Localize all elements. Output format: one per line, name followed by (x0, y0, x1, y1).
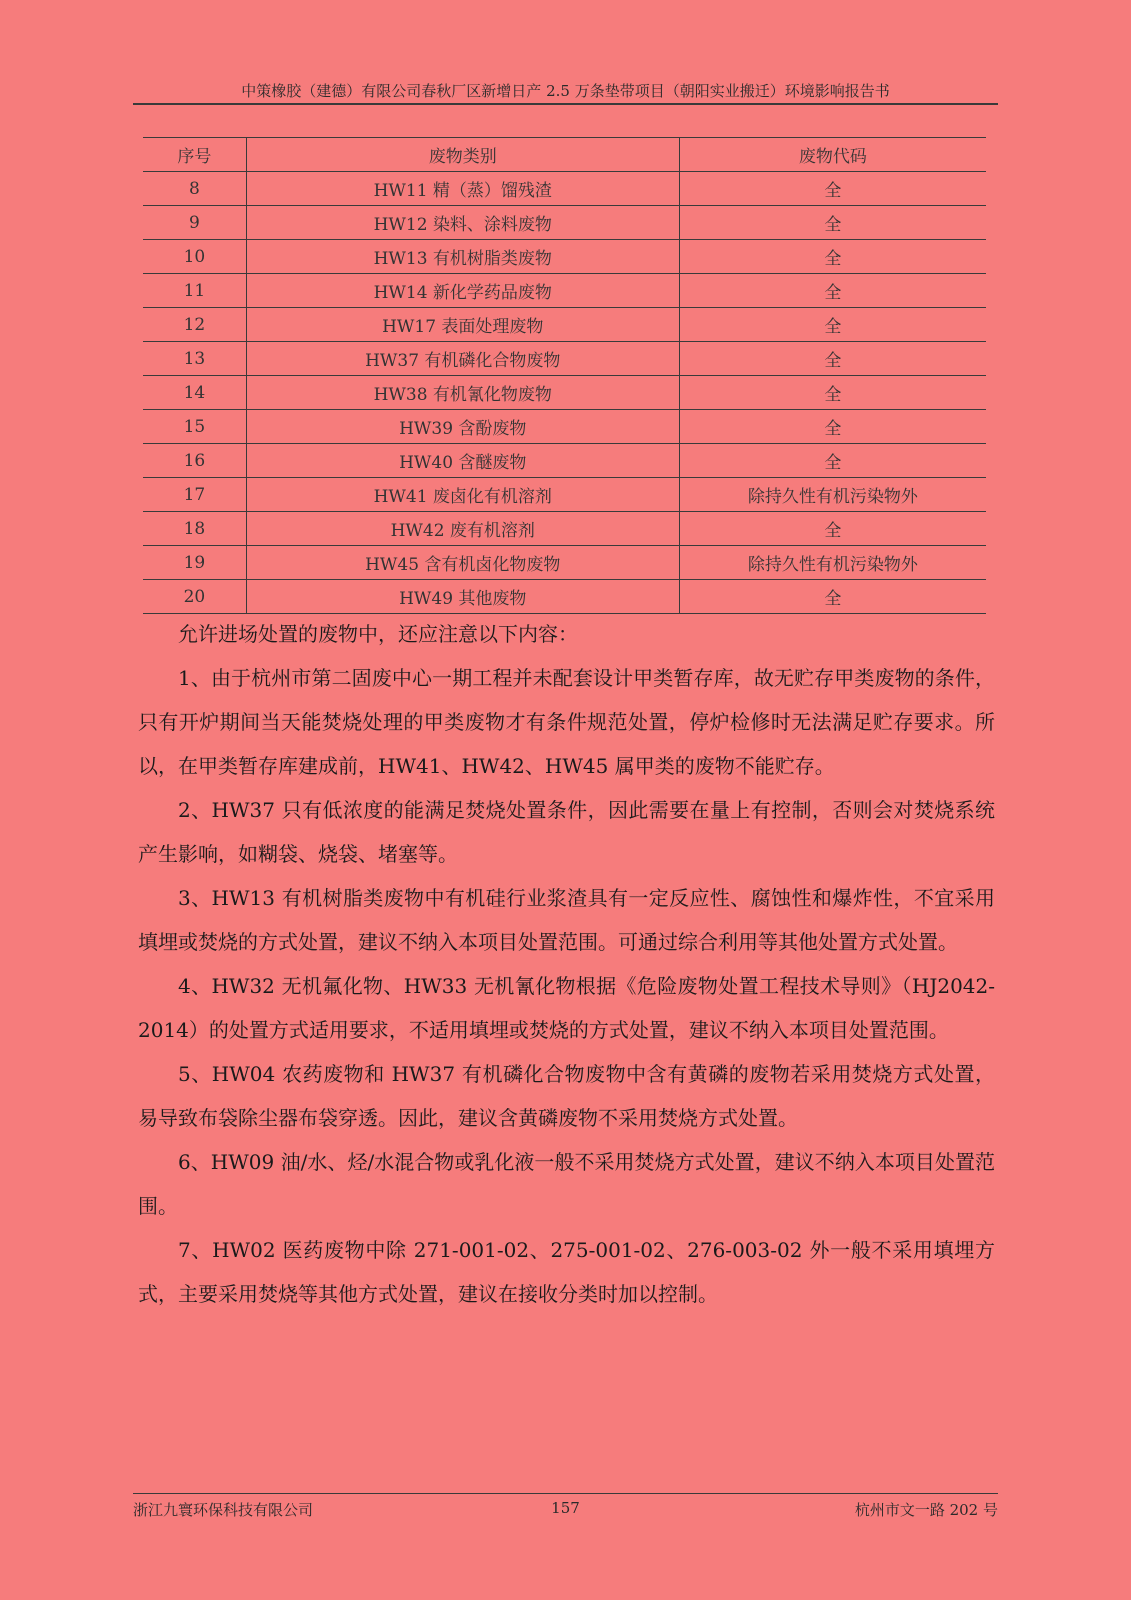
cell-code: 全 (679, 342, 986, 376)
cell-number: 9 (143, 206, 246, 240)
footer-company: 浙江九寰环保科技有限公司 (133, 1501, 314, 1519)
footer-divider (133, 1493, 998, 1494)
cell-number: 15 (143, 410, 246, 444)
paragraph: 1、由于杭州市第二固废中心一期工程并未配套设计甲类暂存库，故无贮存甲类废物的条件，只有开炉期间当天能焚烧处理的甲类废物才有条件规范处置，停炉检修时无法满足贮存要求。所以，在甲类暂存库建成前，HW41、HW42、HW45 属甲类的废物不能贮存。 (138, 666, 995, 778)
paragraph: 允许进场处置的废物中，还应注意以下内容： (178, 622, 578, 646)
paragraph: 6、HW09 油/水、烃/水混合物或乳化液一般不采用焚烧方式处置，建议不纳入本项目处置范围。 (138, 1150, 995, 1218)
column-header-code: 废物代码 (679, 138, 986, 172)
footer-page-number: 157 (551, 1499, 580, 1517)
table-row (143, 206, 986, 240)
table-row (143, 410, 986, 444)
cell-number: 14 (143, 376, 246, 410)
cell-code: 全 (679, 206, 986, 240)
hazardous-waste-table (143, 137, 986, 614)
cell-category: HW11 精（蒸）馏残渣 (246, 172, 679, 206)
cell-code: 全 (679, 512, 986, 546)
cell-code: 全 (679, 308, 986, 342)
cell-code: 除持久性有机污染物外 (679, 546, 986, 580)
footer-address: 杭州市文一路 202 号 (854, 1501, 998, 1519)
cell-code: 全 (679, 274, 986, 308)
cell-category: HW13 有机树脂类废物 (246, 240, 679, 274)
cell-category: HW39 含酚废物 (246, 410, 679, 444)
table-row (143, 376, 986, 410)
header-divider (133, 103, 998, 105)
table-row (143, 580, 986, 614)
cell-number: 13 (143, 342, 246, 376)
body-text (138, 612, 995, 1316)
cell-category: HW40 含醚废物 (246, 444, 679, 478)
table-row (143, 478, 986, 512)
cell-code: 全 (679, 580, 986, 614)
cell-category: HW42 废有机溶剂 (246, 512, 679, 546)
cell-number: 16 (143, 444, 246, 478)
cell-code: 全 (679, 376, 986, 410)
page-header-title: 中策橡胶（建德）有限公司春秋厂区新增日产 2.5 万条垫带项目（朝阳实业搬迁）环境影响报告书 (241, 82, 890, 100)
cell-code: 全 (679, 240, 986, 274)
paragraph: 4、HW32 无机氟化物、HW33 无机氰化物根据《危险废物处置工程技术导则》（HJ2042-2014）的处置方式适用要求，不适用填埋或焚烧的方式处置，建议不纳入本项目处置范围。 (138, 974, 995, 1042)
cell-category: HW45 含有机卤化物废物 (246, 546, 679, 580)
paragraph: 5、HW04 农药废物和 HW37 有机磷化合物废物中含有黄磷的废物若采用焚烧方式处置，易导致布袋除尘器布袋穿透。因此，建议含黄磷废物不采用焚烧方式处置。 (138, 1062, 995, 1130)
cell-number: 20 (143, 580, 246, 614)
column-header-category: 废物类别 (246, 138, 679, 172)
cell-category: HW17 表面处理废物 (246, 308, 679, 342)
paragraph: 2、HW37 只有低浓度的能满足焚烧处置条件，因此需要在量上有控制，否则会对焚烧系统产生影响，如糊袋、烧袋、堵塞等。 (138, 798, 995, 866)
cell-code: 全 (679, 172, 986, 206)
table-row (143, 342, 986, 376)
cell-code: 全 (679, 410, 986, 444)
cell-number: 18 (143, 512, 246, 546)
cell-category: HW49 其他废物 (246, 580, 679, 614)
cell-category: HW38 有机氰化物废物 (246, 376, 679, 410)
table-row (143, 274, 986, 308)
cell-number: 12 (143, 308, 246, 342)
cell-category: HW12 染料、涂料废物 (246, 206, 679, 240)
cell-number: 17 (143, 478, 246, 512)
cell-number: 11 (143, 274, 246, 308)
column-header-number: 序号 (143, 138, 246, 172)
cell-category: HW37 有机磷化合物废物 (246, 342, 679, 376)
table-row (143, 240, 986, 274)
cell-category: HW14 新化学药品废物 (246, 274, 679, 308)
cell-code: 全 (679, 444, 986, 478)
cell-number: 19 (143, 546, 246, 580)
table-row (143, 172, 986, 206)
table-row (143, 308, 986, 342)
paragraph: 3、HW13 有机树脂类废物中有机硅行业浆渣具有一定反应性、腐蚀性和爆炸性，不宜采用填埋或焚烧的方式处置，建议不纳入本项目处置范围。可通过综合利用等其他处置方式处置。 (138, 886, 995, 954)
cell-number: 10 (143, 240, 246, 274)
cell-category: HW41 废卤化有机溶剂 (246, 478, 679, 512)
table-row (143, 546, 986, 580)
table-header-row (143, 138, 986, 172)
paragraph: 7、HW02 医药废物中除 271-001-02、275-001-02、276-003-02 外一般不采用填埋方式，主要采用焚烧等其他方式处置，建议在接收分类时加以控制。 (138, 1238, 995, 1306)
cell-number: 8 (143, 172, 246, 206)
table-row (143, 512, 986, 546)
cell-code: 除持久性有机污染物外 (679, 478, 986, 512)
table-row (143, 444, 986, 478)
